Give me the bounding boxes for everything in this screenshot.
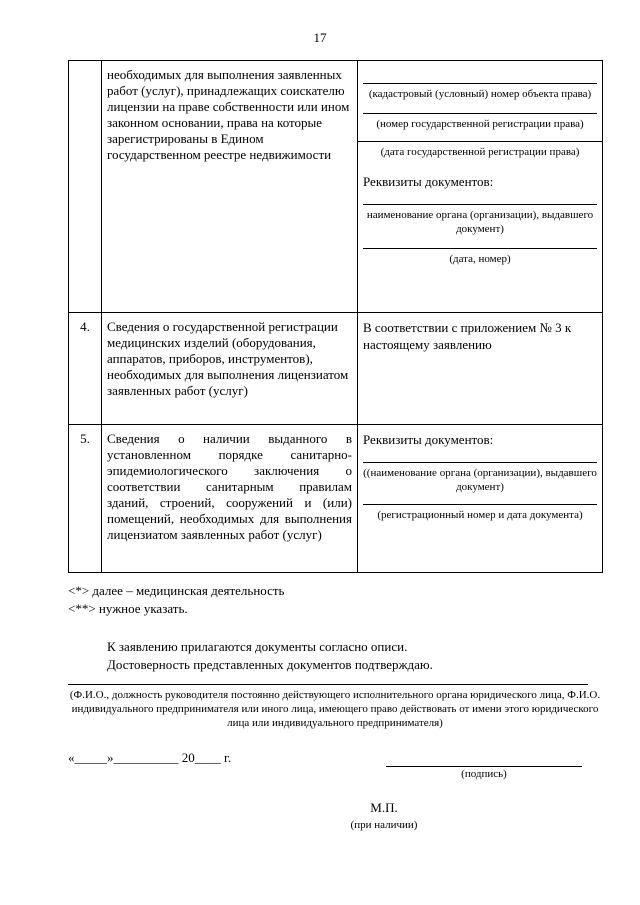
authority-caption: ((наименование органа (организации), выдавшего документ) [363,467,597,493]
requisites-label: Реквизиты документов: [363,174,494,189]
footnote-2: <**> нужное указать. [68,601,188,616]
stamp-text: М.П. [370,800,398,815]
registration-caption: (регистрационный номер и дата документа) [377,509,583,521]
row-description: необходимых для выполнения заявленных работ (услуг), принадлежащих соискателю лицензии на праве собственности или ином законном основании, права на которые зарегистрированы в Едином государственном реестре недвижимости [102,61,358,313]
stamp-caption-text: (при наличии) [350,819,418,831]
application-table [68,60,603,573]
cadastral-caption: (кадастровый (условный) номер объекта права) [368,88,592,100]
row-content [358,425,603,573]
authority-line [363,462,597,463]
page-number: 17 [313,30,327,45]
footnotes [68,582,285,618]
registration-line [363,504,597,505]
table-row [69,61,603,313]
row-content [358,61,603,313]
date-number-line [363,248,597,249]
table-row [69,425,603,573]
registration-number-line [363,113,597,114]
attachments-text: К заявлению прилагаются документы согласно описи. [107,639,408,654]
date-field: «_____»__________ 20____ г. [68,750,232,765]
signatory-line [68,684,588,685]
date-number-caption: (дата, номер) [449,253,511,265]
footnote-1: <*> далее – медицинская деятельность [68,583,285,598]
table-row [69,313,603,425]
authority-line [363,204,597,205]
cadastral-line [363,83,597,84]
row-number: 5. [69,425,102,573]
signature-caption: (подпись) [461,768,507,780]
row-description: Сведения о наличии выданного в установленном порядке санитарно-эпидемиологического заключения о соответствии санитарным правилам зданий, строений, сооружений и (или) помещений, необходимых для выполнения лицензиатом заявленных работ (услуг) [102,425,358,573]
registration-date-line [358,141,602,142]
registration-number-caption: (номер государственной регистрации права) [376,118,584,130]
row-number: 4. [69,313,102,425]
stamp-caption [0,818,640,832]
row-description: Сведения о государственной регистрации медицинских изделий (оборудования, аппаратов, приборов, инструментов), необходимых для выполнения лицензиатом заявленных работ (услуг) [102,313,358,425]
authority-caption: наименование органа (организации), выдавшего документ) [366,209,594,235]
row-number [69,61,102,313]
registration-date-caption: (дата государственной регистрации права) [380,146,580,158]
row-content: В соответствии с приложением № 3 к настоящему заявлению [358,313,603,425]
stamp-label [0,800,640,816]
reliability-text: Достоверность представленных документов подтверждаю. [107,657,433,672]
requisites-label: Реквизиты документов: [363,432,494,447]
signatory-caption: (Ф.И.О., должность руководителя постоянно действующего исполнительного органа юридического лица, Ф.И.О. индивидуального предпринимателя или иного лица, имеющего право действовать от имени этого юридического лица или индивидуального предпринимателя) [69,689,601,729]
